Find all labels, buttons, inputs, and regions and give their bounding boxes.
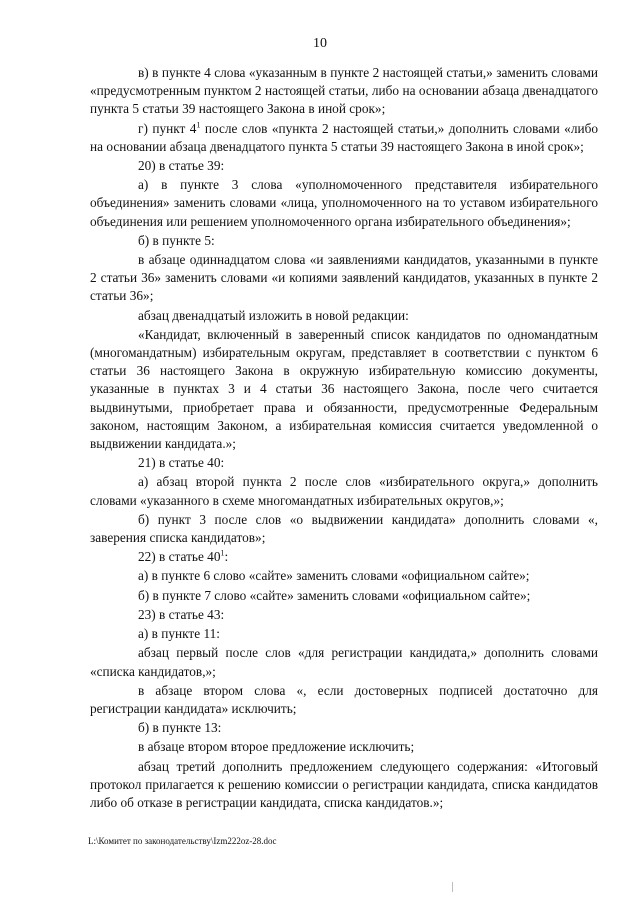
scan-artifact — [452, 882, 453, 892]
paragraph: в) в пункте 4 слова «указанным в пункте 2 настоящей статьи,» заменить словами «предусмотренным пунктом 2 настоящей статьи, либо на основании абзаца двенадцатого пункта 5 статьи 39 настоящего Закона в иной срок»; — [90, 65, 598, 117]
superscript: 1 — [196, 120, 201, 130]
paragraph: в абзаце втором второе предложение исключить; — [138, 739, 415, 755]
paragraph: «Кандидат, включенный в заверенный список кандидатов по одномандатным (многомандатным) избирательным округам, представляет в соответствии с пунктом 6 статьи 36 настоящего Закона в окружную избирательную комиссию документы, указанные в пунктах 3 и 4 статьи 36 настоящего Закона, после чего считается выдвинутыми, приобретает права и обязанности, предусмотренные Федеральным законом, настоящим Законом, а избирательная комиссия считается уведомленной о выдвижении кандидата.»; — [90, 326, 598, 452]
paragraph-text: после слов «пункта 2 настоящей статьи,» дополнить словами «либо на основании абзаца двенадцатого пункта 5 статьи 39 настоящего Закона в иной срок»; — [90, 120, 598, 154]
paragraph — [90, 120, 598, 156]
paragraph-text: : — [224, 549, 229, 565]
paragraph: в абзаце одиннадцатом слова «и заявлениями кандидатов, указанными в пункте 2 статьи 36» заменить словами «и копиями заявлений кандидатов, указанных в пункте 2 статьи 36»; — [90, 252, 598, 304]
paragraph — [90, 548, 598, 566]
paragraph: б) в пункте 13: — [138, 720, 222, 736]
paragraph-text: г) пункт 4 — [138, 120, 197, 136]
paragraph: 23) в статье 43: — [138, 606, 225, 622]
paragraph: в абзаце втором слова «, если достоверных подписей достаточно для регистрации кандидата» исключить; — [90, 682, 598, 716]
paragraph: абзац двенадцатый изложить в новой редакции: — [138, 307, 409, 323]
superscript: 1 — [220, 548, 225, 558]
paragraph: б) в пункте 7 слово «сайте» заменить словами «официальном сайте»; — [138, 587, 531, 603]
paragraph: б) пункт 3 после слов «о выдвижении кандидата» дополнить словами «, заверения списка кандидатов»; — [90, 511, 598, 546]
paragraph: абзац третий дополнить предложением следующего содержания: «Итоговый протокол прилагается к решению комиссии о регистрации кандидата, списка кандидатов либо об отказе в регистрации кандидата, списка кандидатов.»; — [90, 758, 598, 810]
paragraph: а) в пункте 3 слова «уполномоченного представителя избирательного объединения» заменить словами «лица, уполномоченного на то уставом избирательного объединения или решением уполномоченного органа избирательного объединения»; — [90, 177, 598, 229]
paragraph: 21) в статье 40: — [138, 455, 225, 471]
paragraph-text: 22) в статье 40 — [138, 549, 221, 565]
paragraph: б) в пункте 5: — [138, 232, 215, 248]
paragraph: а) в пункте 6 слово «сайте» заменить словами «официальном сайте»; — [138, 568, 530, 584]
page-number: 10 — [313, 36, 327, 51]
paragraph: абзац первый после слов «для регистрации кандидата,» дополнить словами «списка кандидатов,»; — [90, 645, 598, 679]
paragraph: а) в пункте 11: — [138, 626, 220, 642]
document-body — [90, 64, 598, 813]
paragraph: 20) в статье 39: — [138, 158, 225, 174]
file-path-footer: L:\Комитет по законодательству\Izm222oz-28.doc — [88, 836, 277, 846]
paragraph: а) абзац второй пункта 2 после слов «избирательного округа,» дополнить словами «указанного в схеме многомандатных избирательных округов,»; — [90, 474, 598, 508]
